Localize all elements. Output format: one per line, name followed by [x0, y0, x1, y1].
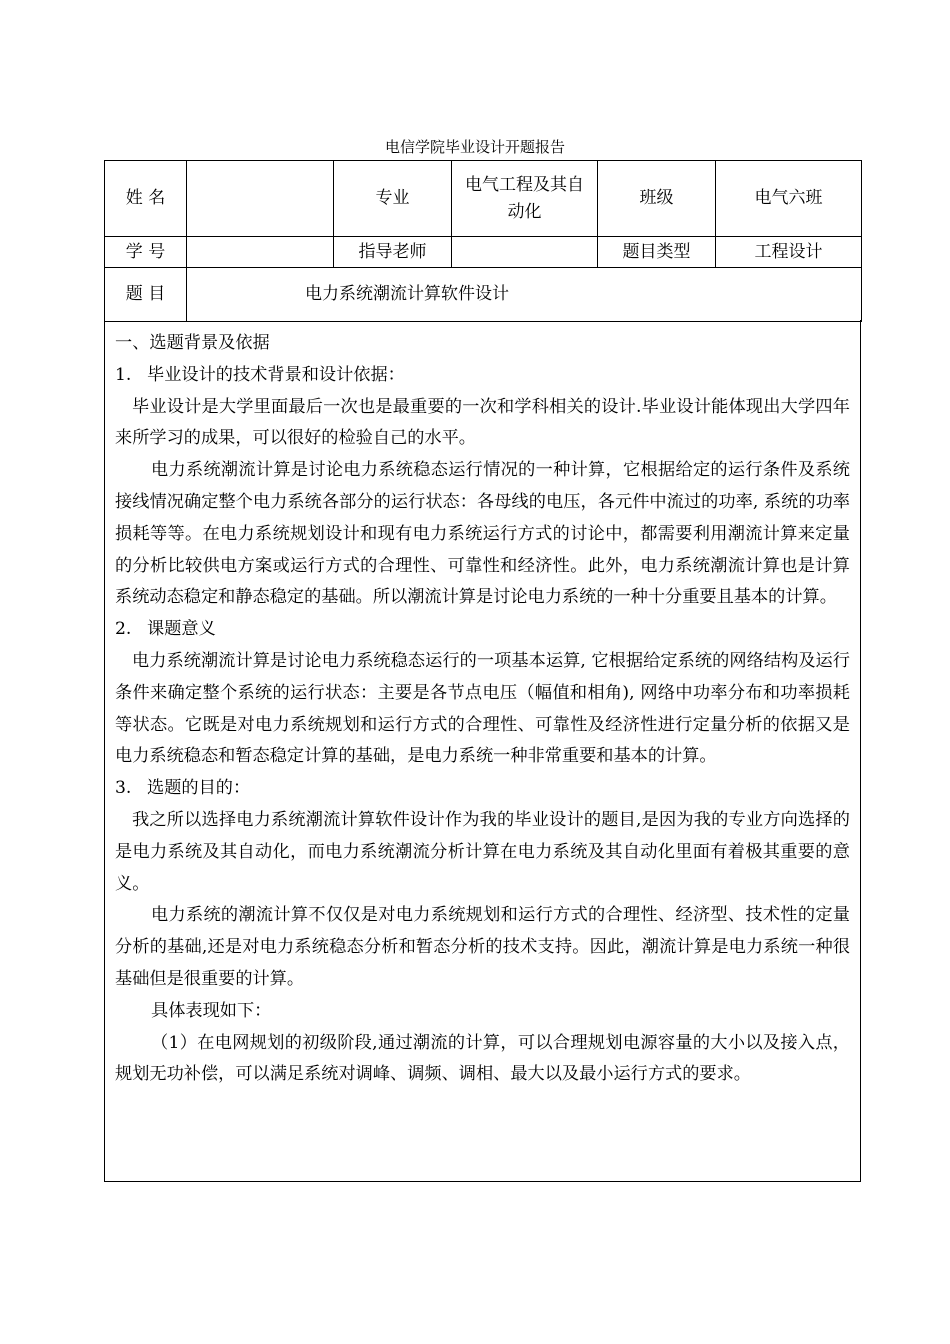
paragraph-6: 具体表现如下：	[151, 1000, 272, 1021]
topic-type-label: 题目类型	[598, 237, 716, 268]
paragraph-5: 电力系统的潮流计算不仅仅是对电力系统规划和运行方式的合理性、经济型、技术性的定量分析的基础,还是对电力系统稳态分析和暂态分析的技术支持。因此，潮流计算是电力系统一种很基础但是很重要的计算。	[115, 905, 850, 989]
item-1-heading	[115, 360, 850, 392]
class-label: 班级	[598, 161, 716, 237]
paragraph-1: 毕业设计是大学里面最后一次也是最重要的一次和学科相关的设计.毕业设计能体现出大学四年来所学习的成果，可以很好的检验自己的水平。	[115, 396, 850, 449]
item-2-title: 课题意义	[147, 619, 216, 640]
major-label: 专业	[334, 161, 452, 237]
paragraph-4: 我之所以选择电力系统潮流计算软件设计作为我的毕业设计的题目,是因为我的专业方向选择的是电力系统及其自动化，而电力系统潮流分析计算在电力系统及其自动化里面有着极其重要的意义。	[115, 809, 850, 894]
advisor-label: 指导老师	[334, 237, 452, 268]
item-2-number: 2.	[115, 619, 132, 640]
item-2-heading	[115, 614, 850, 646]
item-3-title: 选题的目的：	[147, 778, 251, 799]
item-1-title: 毕业设计的技术背景和设计依据：	[147, 364, 405, 385]
info-row-2	[105, 237, 862, 268]
section-heading: 一、选题背景及依据	[115, 333, 270, 353]
info-row-1	[105, 161, 862, 237]
paragraph-2: 电力系统潮流计算是讨论电力系统稳态运行情况的一种计算，它根据给定的运行条件及系统接线情况确定整个电力系统各部分的运行状态：各母线的电压，各元件中流过的功率, 系统的功率损耗等等。在电力系统规划设计和现有电力系统运行方式的讨论中，都需要利用潮流计算来定量的分析比较供电方案或运行方式的合理性、可靠性和经济性。此外，电力系统潮流计算也是计算系统动态稳定和静态稳定的基础。所以潮流计算是讨论电力系统的一种十分重要且基本的计算。	[115, 460, 850, 608]
topic-label: 题 目	[105, 268, 187, 322]
paragraph-7: （1）在电网规划的初级阶段,通过潮流的计算，可以合理规划电源容量的大小以及接入点，规划无功补偿，可以满足系统对调峰、调频、调相、最大以及最小运行方式的要求。	[115, 1032, 850, 1085]
major-value: 电气工程及其自动化	[452, 161, 598, 237]
student-id-value	[187, 237, 334, 268]
advisor-value	[452, 237, 598, 268]
report-body	[104, 320, 861, 1182]
document-title: 电信学院毕业设计开题报告	[384, 138, 565, 156]
info-row-3	[105, 268, 862, 322]
topic-value: 电力系统潮流计算软件设计	[187, 268, 862, 322]
info-table	[104, 160, 862, 322]
item-3-heading	[115, 773, 850, 805]
paragraph-3: 电力系统潮流计算是讨论电力系统稳态运行的一项基本运算, 它根据给定系统的网络结构及运行条件来确定整个系统的运行状态：主要是各节点电压（幅值和相角), 网络中功率分布和功率损耗等状态。它既是对电力系统规划和运行方式的合理性、可靠性及经济性进行定量分析的依据又是电力系统稳态和暂态稳定计算的基础，是电力系统一种非常重要和基本的计算。	[115, 650, 850, 767]
student-id-label: 学 号	[105, 237, 187, 268]
item-3-number: 3.	[115, 778, 132, 799]
item-1-number: 1.	[115, 364, 132, 385]
name-value	[187, 161, 334, 237]
name-label: 姓 名	[105, 161, 187, 237]
topic-type-value: 工程设计	[716, 237, 862, 268]
class-value: 电气六班	[716, 161, 862, 237]
